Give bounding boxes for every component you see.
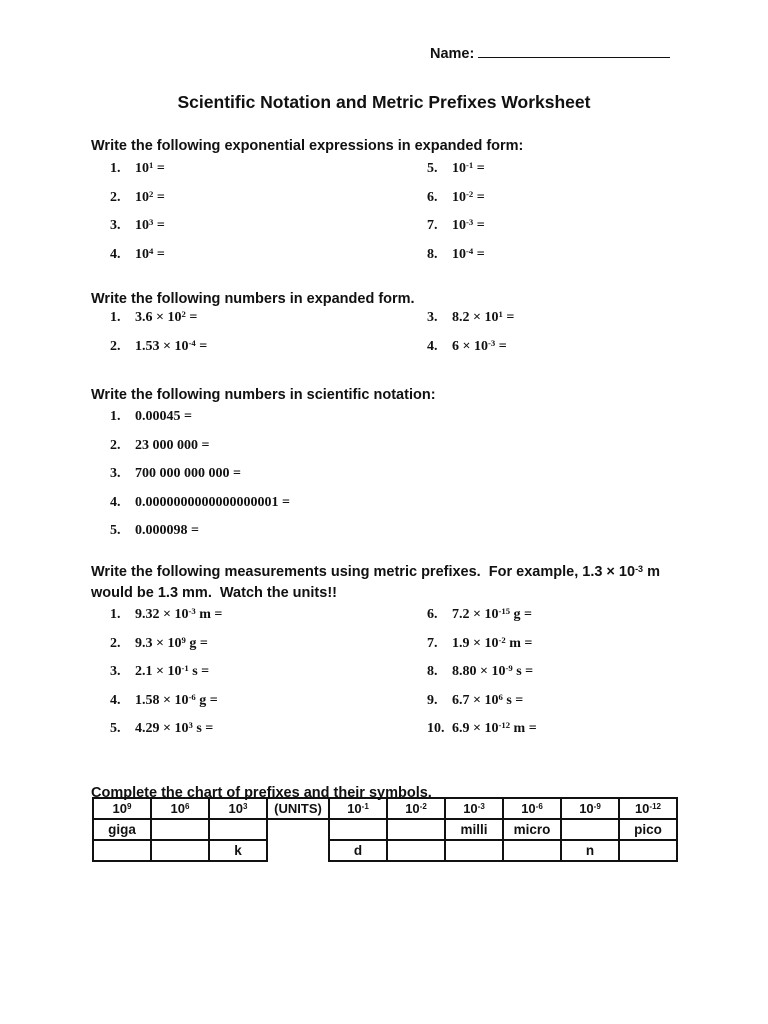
section-numbers-expanded-form	[91, 289, 689, 354]
prefix-symbol-row	[93, 840, 677, 861]
prefix-cell	[561, 819, 619, 840]
item-expression: $1.9 \times 10^{-2}$ m =	[452, 634, 533, 651]
superscript: -4	[466, 245, 474, 256]
item-column-right	[427, 605, 537, 748]
table-header-row	[93, 798, 677, 819]
worksheet-item	[427, 188, 485, 204]
symbol-cell	[619, 840, 677, 861]
superscript: -1	[361, 802, 369, 812]
item-column-left	[110, 159, 165, 273]
item-number: 9.	[427, 692, 438, 708]
item-number: 7.	[427, 635, 438, 651]
section-heading: Complete the chart of prefixes and their symbols.	[91, 785, 432, 801]
symbol-cell	[445, 840, 503, 861]
item-expression: 0.000098 =	[135, 523, 199, 538]
item-number: 2.	[110, 635, 121, 651]
superscript: 1	[498, 309, 503, 320]
item-number: 2.	[110, 437, 121, 453]
section-heading: Write the following numbers in expanded form.	[91, 291, 415, 307]
item-column-left	[110, 308, 207, 365]
name-blank-line	[478, 45, 670, 58]
item-expression: $6 \times 10^{-3}$ =	[452, 337, 507, 354]
item-number: 3.	[427, 310, 438, 325]
worksheet-item	[110, 245, 165, 261]
item-expression: 0.00045 =	[135, 409, 192, 424]
superscript: 6	[184, 802, 190, 812]
worksheet-item	[427, 691, 537, 707]
item-expression: 23 000 000 =	[135, 437, 210, 453]
superscript: -12	[649, 802, 662, 812]
item-number: 5.	[110, 721, 121, 736]
item-expression: $9.32 \times 10^{-3}$ m =	[135, 606, 223, 622]
worksheet-item	[110, 216, 165, 232]
item-expression: $8.2 \times 10^1$ =	[452, 309, 515, 325]
superscript: 3	[149, 217, 154, 228]
item-expression: $1.53 \times 10^{-4}$ =	[135, 337, 208, 354]
worksheet-item	[110, 337, 207, 353]
superscript: 1	[149, 160, 154, 171]
worksheet-item	[110, 159, 165, 175]
item-number: 7.	[427, 218, 438, 233]
item-expression: $2.1 \times 10^{-1}$ s =	[135, 663, 210, 679]
column-header: $10^6$	[151, 798, 209, 819]
symbol-cell	[503, 840, 561, 861]
section-heading: Write the following exponential expressions in expanded form:	[91, 138, 524, 154]
item-number: 4.	[110, 692, 121, 708]
column-header: $10^{-9}$	[561, 798, 619, 819]
worksheet-item	[427, 662, 537, 678]
column-header: $10^3$	[209, 798, 267, 819]
superscript: -1	[181, 663, 189, 674]
column-header: $10^{-3}$	[445, 798, 503, 819]
superscript: -2	[498, 634, 506, 645]
superscript: -6	[535, 802, 543, 812]
prefix-cell: milli	[445, 819, 503, 840]
prefix-cell: giga	[93, 819, 151, 840]
prefix-cell	[151, 819, 209, 840]
worksheet-item	[110, 188, 165, 204]
symbol-cell: d	[329, 840, 387, 861]
superscript: -9	[593, 802, 601, 812]
superscript: -3	[635, 563, 644, 574]
item-expression: $9.3 \times 10^9$ g =	[135, 634, 208, 651]
item-expression: $10^{-4}$ =	[452, 245, 485, 262]
worksheet-item	[427, 216, 485, 232]
symbol-cell	[93, 840, 151, 861]
section-heading: Write the following measurements using metric prefixes. For example, $1.3 \times 10^{-3}$ m would be 1.3 mm. Watch the units!!	[91, 563, 660, 601]
item-expression: $4.29 \times 10^3$ s =	[135, 720, 214, 736]
superscript: 9	[181, 634, 186, 645]
worksheet-item	[427, 605, 537, 621]
superscript: -12	[498, 720, 511, 731]
worksheet-item	[427, 308, 514, 324]
superscript: 2	[181, 309, 186, 320]
superscript: 3	[188, 720, 193, 731]
worksheet-item	[427, 634, 537, 650]
item-column-right	[427, 159, 485, 273]
superscript: -2	[419, 802, 427, 812]
section-heading: Write the following numbers in scientific notation:	[91, 387, 436, 403]
worksheet-item	[110, 691, 222, 707]
item-number: 1.	[110, 161, 121, 176]
column-header: $10^{-12}$	[619, 798, 677, 819]
item-expression: $8.80 \times 10^{-9}$ s =	[452, 663, 534, 679]
item-number: 6.	[427, 189, 438, 205]
name-label: Name:	[430, 46, 475, 62]
prefix-cell	[387, 819, 445, 840]
worksheet-item	[110, 436, 290, 452]
item-column-left	[110, 407, 290, 550]
superscript: -3	[477, 802, 485, 812]
symbol-cell: n	[561, 840, 619, 861]
item-expression: $1.58 \times 10^{-6}$ g =	[135, 691, 218, 708]
column-header: $10^{-1}$	[329, 798, 387, 819]
item-number: 4.	[110, 246, 121, 262]
page-title: Scientific Notation and Metric Prefixes Worksheet	[177, 92, 591, 112]
superscript: -3	[487, 337, 496, 348]
worksheet-item	[427, 337, 514, 353]
superscript: -3	[188, 606, 196, 617]
worksheet-item	[110, 308, 207, 324]
item-number: 8.	[427, 664, 438, 679]
item-number: 2.	[110, 338, 121, 354]
item-number: 8.	[427, 246, 438, 262]
item-expression: $6.9 \times 10^{-12}$ m =	[452, 720, 537, 736]
prefix-cell	[209, 819, 267, 840]
item-expression: 700 000 000 000 =	[135, 466, 241, 481]
superscript: 4	[149, 245, 154, 256]
worksheet-item	[110, 662, 222, 678]
item-expression: 0.0000000000000000001 =	[135, 494, 290, 510]
superscript: -3	[466, 217, 474, 228]
item-number: 10.	[427, 721, 445, 736]
superscript: -6	[188, 691, 196, 702]
item-number: 5.	[427, 161, 438, 176]
worksheet-item	[110, 605, 222, 621]
item-number: 5.	[110, 523, 121, 538]
superscript: 9	[126, 802, 132, 812]
prefix-cell: micro	[503, 819, 561, 840]
worksheet-item	[427, 159, 485, 175]
item-number: 4.	[427, 338, 438, 354]
item-number: 3.	[110, 466, 121, 481]
item-column-right	[427, 308, 514, 365]
prefix-chart-table	[92, 797, 678, 862]
item-number: 1.	[110, 607, 121, 622]
symbol-cell	[151, 840, 209, 861]
item-column-left	[110, 605, 222, 748]
worksheet-item	[427, 719, 537, 735]
worksheet-item	[427, 245, 485, 261]
superscript: -9	[505, 663, 513, 674]
item-expression: $6.7 \times 10^6$ s =	[452, 691, 524, 708]
column-header: (UNITS)	[267, 798, 329, 819]
superscript: -15	[498, 606, 511, 617]
item-number: 1.	[110, 409, 121, 424]
superscript: -2	[466, 188, 474, 199]
item-expression: $3.6 \times 10^2$ =	[135, 309, 198, 325]
item-number: 6.	[427, 607, 438, 622]
superscript: 3	[242, 802, 248, 812]
section-exponential-expressions	[91, 136, 689, 262]
superscript: 2	[149, 188, 154, 199]
item-expression: $7.2 \times 10^{-15}$ g =	[452, 606, 533, 622]
superscript: -1	[466, 160, 474, 171]
item-number: 1.	[110, 310, 121, 325]
item-expression: $10^{-3}$ =	[452, 217, 485, 233]
column-header: $10^{-6}$	[503, 798, 561, 819]
item-expression: $10^3$ =	[135, 217, 165, 233]
item-expression: $10^{-1}$ =	[452, 160, 485, 176]
item-expression: $10^4$ =	[135, 245, 165, 262]
prefix-name-row	[93, 819, 677, 840]
prefix-cell	[329, 819, 387, 840]
symbol-cell	[387, 840, 445, 861]
item-expression: $10^{-2}$ =	[452, 188, 485, 205]
worksheet-item	[110, 719, 222, 735]
prefix-cell: pico	[619, 819, 677, 840]
worksheet-item	[110, 634, 222, 650]
symbol-cell: k	[209, 840, 267, 861]
section-scientific-notation	[91, 385, 689, 538]
item-number: 3.	[110, 218, 121, 233]
worksheet-item	[110, 407, 290, 423]
item-number: 2.	[110, 189, 121, 205]
worksheet-item	[110, 464, 290, 480]
item-expression: $10^1$ =	[135, 160, 165, 176]
worksheet-item	[110, 521, 290, 537]
column-header: $10^{-2}$	[387, 798, 445, 819]
superscript: 6	[498, 691, 503, 702]
item-expression: $10^2$ =	[135, 188, 165, 205]
section-metric-prefixes	[91, 562, 689, 736]
item-number: 3.	[110, 664, 121, 679]
units-gap-cell	[267, 819, 329, 861]
name-line	[430, 45, 670, 62]
item-number: 4.	[110, 494, 121, 510]
superscript: -4	[188, 337, 196, 348]
column-header: $10^9$	[93, 798, 151, 819]
worksheet-item	[110, 493, 290, 509]
